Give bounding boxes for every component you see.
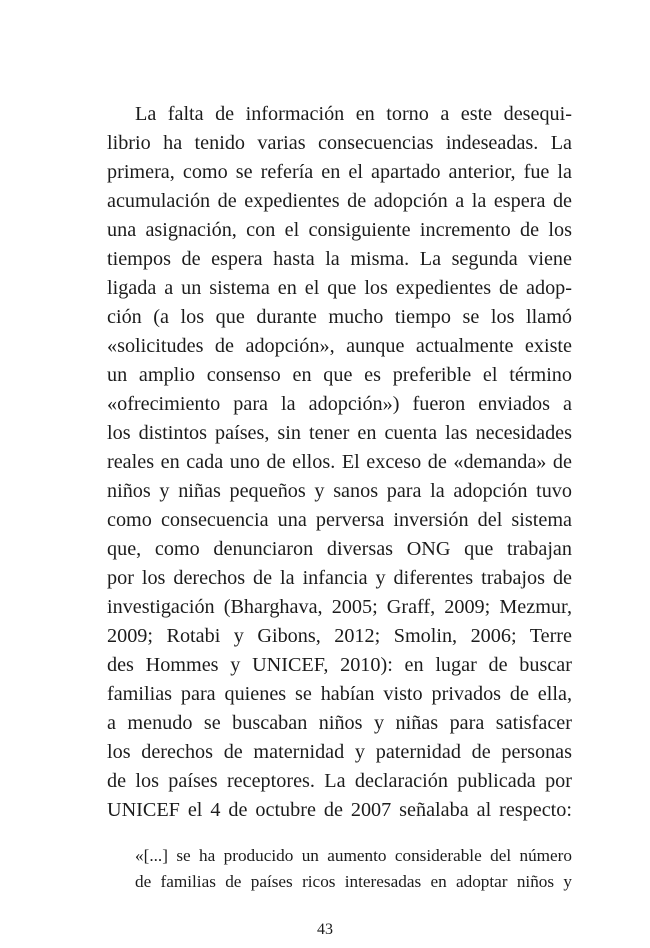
- paragraph-line: niños y niñas pequeños y sanos para la adopción tuvo: [107, 480, 572, 502]
- paragraph-line: por los derechos de la infancia y diferentes trabajos de: [107, 567, 572, 589]
- paragraph-line: de los países receptores. La declaración publicada por: [107, 770, 572, 792]
- paragraph-line: «solicitudes de adopción», aunque actualmente existe: [107, 335, 572, 357]
- paragraph-line: des Hommes y UNICEF, 2010): en lugar de buscar: [107, 654, 572, 676]
- paragraph-line: tiempos de espera hasta la misma. La segunda viene: [107, 248, 572, 270]
- paragraph-line: familias para quienes se habían visto privados de ella,: [107, 683, 572, 705]
- paragraph-line: primera, como se refería en el apartado anterior, fue la: [107, 161, 572, 183]
- paragraph-line: como consecuencia una perversa inversión del sistema: [107, 509, 572, 531]
- quote-line: «[...] se ha producido un aumento considerable del número: [135, 846, 572, 865]
- paragraph-line: UNICEF el 4 de octubre de 2007 señalaba al respecto:: [107, 799, 572, 821]
- paragraph-line: La falta de información en torno a este desequi-: [135, 103, 572, 125]
- paragraph-line: un amplio consenso en que es preferible el término: [107, 364, 572, 386]
- paragraph-line: que, como denunciaron diversas ONG que trabajan: [107, 538, 572, 560]
- paragraph-line: ligada a un sistema en el que los expedientes de adop-: [107, 277, 572, 299]
- paragraph-line: investigación (Bharghava, 2005; Graff, 2009; Mezmur,: [107, 596, 572, 618]
- paragraph-line: «ofrecimiento para la adopción») fueron enviados a: [107, 393, 572, 415]
- paragraph-line: reales en cada uno de ellos. El exceso de «demanda» de: [107, 451, 572, 473]
- paragraph-line: librio ha tenido varias consecuencias indeseadas. La: [107, 132, 572, 154]
- paragraph-line: acumulación de expedientes de adopción a la espera de: [107, 190, 572, 212]
- paragraph-line: los distintos países, sin tener en cuenta las necesidades: [107, 422, 572, 444]
- page-number: 43: [317, 921, 333, 938]
- paragraph-line: 2009; Rotabi y Gibons, 2012; Smolin, 2006; Terre: [107, 625, 572, 647]
- paragraph-line: ción (a los que durante mucho tiempo se los llamó: [107, 306, 572, 328]
- quote-line: de familias de países ricos interesadas en adoptar niños y: [135, 872, 572, 891]
- paragraph-line: a menudo se buscaban niños y niñas para satisfacer: [107, 712, 572, 734]
- paragraph-line: los derechos de maternidad y paternidad de personas: [107, 741, 572, 763]
- paragraph-line: una asignación, con el consiguiente incremento de los: [107, 219, 572, 241]
